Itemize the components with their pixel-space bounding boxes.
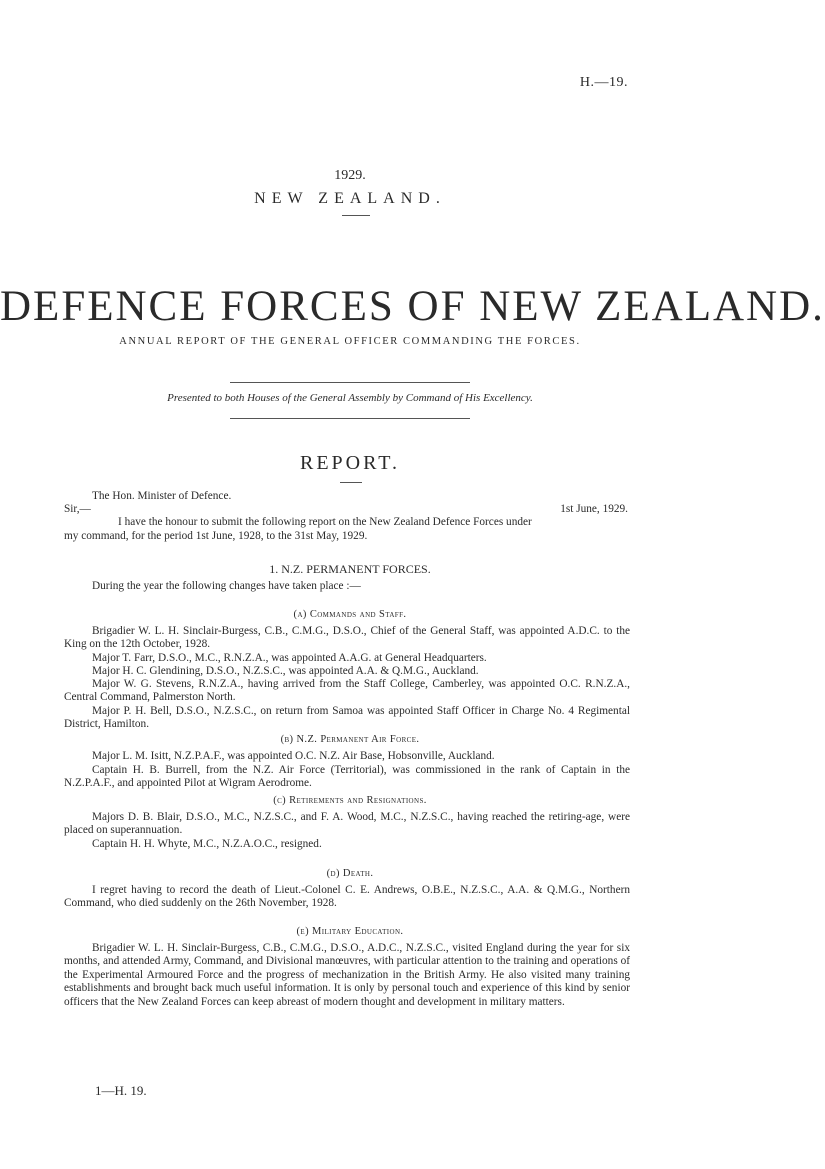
paragraph: Captain H. H. Whyte, M.C., N.Z.A.O.C., resigned. — [92, 838, 322, 850]
divider — [230, 382, 470, 383]
section-heading: 1. N.Z. PERMANENT FORCES. — [269, 562, 431, 576]
paragraph: Captain H. B. Burrell, from the N.Z. Air Force (Territorial), was commissioned in the rank of Captain in the N.Z.P.A.F., and appointed Pilot at Wigram Aerodrome. — [64, 764, 630, 790]
paragraph: Brigadier W. L. H. Sinclair-Burgess, C.B., C.M.G., D.S.O., A.D.C., N.Z.S.C., visited England during the year for six months, and attended Army, Command, and Divisional manœuvres, with particular attention to the training and operations of the Experimental Armoured Force and the progress of mechanization in the British Army. He also visited many training establishments and brought back much useful information. It is only by personal touch and experience of this kind by senior officers that the New Zealand Forces can keep abreast of modern thought and development in military matters. — [64, 942, 630, 1008]
presentation-note: Presented to both Houses of the General Assembly by Command of His Excellency. — [167, 392, 533, 404]
addressee: The Hon. Minister of Defence. — [92, 490, 232, 502]
subsection-heading: (d) Death. — [326, 868, 374, 879]
paragraph: Major H. C. Glendining, D.S.O., N.Z.S.C., was appointed A.A. & Q.M.G., Auckland. — [92, 665, 479, 677]
divider — [340, 482, 362, 483]
country-heading: NEW ZEALAND. — [254, 190, 446, 207]
divider — [342, 215, 370, 216]
report-date: 1st June, 1929. — [560, 503, 628, 515]
paragraph: I regret having to record the death of Lieut.-Colonel C. E. Andrews, O.B.E., N.Z.S.C., A.A. & Q.M.G., Northern Command, who died suddenly on the 26th November, 1928. — [64, 884, 630, 910]
salutation: Sir,— — [64, 503, 91, 515]
page-footer: 1—H. 19. — [95, 1083, 147, 1098]
intro-line-2: my command, for the period 1st June, 1928, to the 31st May, 1929. — [64, 530, 368, 542]
report-heading: REPORT. — [300, 452, 400, 474]
paragraph: Major W. G. Stevens, R.N.Z.A., having arrived from the Staff College, Camberley, was appointed O.C. R.N.Z.A., Central Command, Palmerston North. — [64, 678, 630, 704]
document-title: DEFENCE FORCES OF NEW ZEALAND. — [0, 283, 825, 330]
section-lead: During the year the following changes have taken place :— — [92, 580, 361, 592]
document-subtitle: ANNUAL REPORT OF THE GENERAL OFFICER COMMANDING THE FORCES. — [119, 336, 581, 347]
divider — [230, 418, 470, 419]
subsection-heading: (a) Commands and Staff. — [293, 609, 407, 620]
subsection-heading: (e) Military Education. — [296, 926, 404, 937]
subsection-heading: (b) N.Z. Permanent Air Force. — [280, 734, 420, 745]
paragraph: Major P. H. Bell, D.S.O., N.Z.S.C., on return from Samoa was appointed Staff Officer in Charge No. 4 Regimental District, Hamilton. — [64, 705, 630, 731]
intro-line-1: I have the honour to submit the following report on the New Zealand Defence Forces under — [118, 516, 532, 528]
paragraph: Brigadier W. L. H. Sinclair-Burgess, C.B., C.M.G., D.S.O., Chief of the General Staff, was appointed A.D.C. to the King on the 12th October, 1928. — [64, 625, 630, 651]
paragraph: Major L. M. Isitt, N.Z.P.A.F., was appointed O.C. N.Z. Air Base, Hobsonville, Auckland. — [92, 750, 495, 762]
subsection-heading: (c) Retirements and Resignations. — [273, 795, 427, 806]
paragraph: Major T. Farr, D.S.O., M.C., R.N.Z.A., was appointed A.A.G. at General Headquarters. — [92, 652, 487, 664]
report-year: 1929. — [334, 168, 366, 183]
paragraph: Majors D. B. Blair, D.S.O., M.C., N.Z.S.C., and F. A. Wood, M.C., N.Z.S.C., having reached the retiring-age, were placed on superannuation. — [64, 811, 630, 837]
document-reference: H.—19. — [579, 75, 628, 90]
